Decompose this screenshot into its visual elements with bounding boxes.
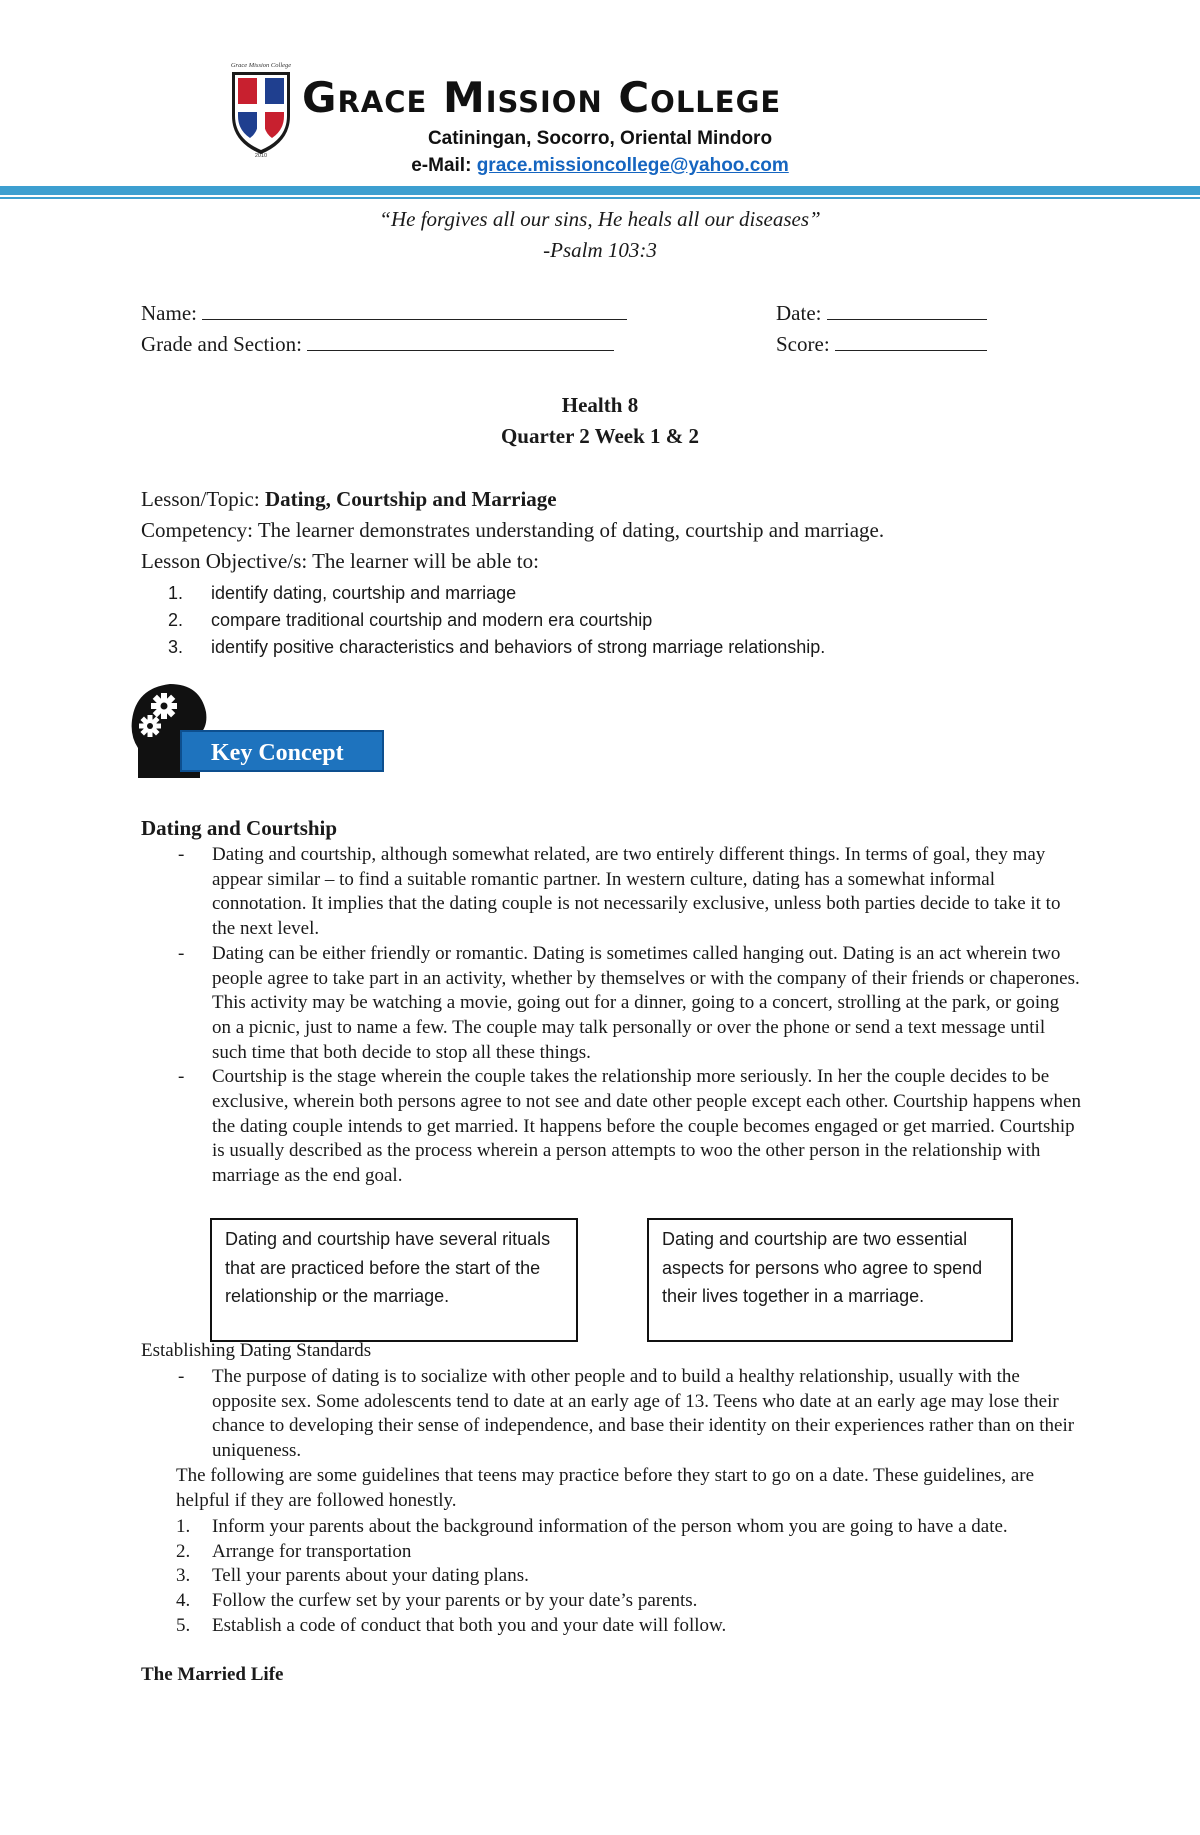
section-heading-dating-courtship: Dating and Courtship [141, 816, 338, 840]
grade-section-field[interactable] [141, 332, 614, 357]
guidelines-intro: The following are some guidelines that teens may practice before they start to go on a date. These guidelines, are helpful if they are followed honestly. [176, 1465, 1035, 1511]
objectives-label: Lesson Objective/s: The learner will be able to: [141, 549, 539, 573]
list-item: 4. Follow the curfew set by your parents or by your date’s parents. [176, 1590, 698, 1612]
section-heading-married-life: The Married Life [141, 1664, 284, 1685]
lesson-topic: Dating, Courtship and Marriage [264, 487, 557, 511]
lesson-topic-label: Lesson/Topic: [141, 487, 260, 511]
guidelines-list [141, 1515, 1081, 1639]
email-link[interactable]: grace.missioncollege@yahoo.com [476, 155, 789, 176]
list-item: 2. Arrange for transportation [176, 1540, 412, 1562]
list-item: 3. Tell your parents about your dating plans. [176, 1565, 529, 1587]
subject-title: Health 8 [561, 393, 639, 417]
key-concept-banner: Key Concept [180, 730, 384, 772]
header-divider-thin [0, 197, 1200, 199]
bible-quote-source: -Psalm 103:3 [543, 238, 657, 262]
bible-quote: “He forgives all our sins, He heals all our diseases” [379, 207, 821, 231]
callout-box-right: Dating and courtship are two essential aspects for persons who agree to spend their lives together in a marriage. [647, 1218, 1013, 1342]
list-item: - Courtship is the stage wherein the couple takes the relationship more seriously. In her the couple decides to be exclusive, wherein both persons agree to not see and date other people except each other. Courtship happens when the dating couple intends to get married. It happens before the couple becomes engaged or get married. Courtship is usually described as the process wherein a person attempts to woo the other person in the relationship with marriage as the end goal. [178, 1066, 1081, 1187]
college-address: Catiningan, Socorro, Oriental Mindoro [427, 128, 773, 149]
list-item: - Dating and courtship, although somewhat related, are two entirely different things. In terms of goal, they may appear similar – to find a suitable romantic partner. In western culture, dating has a somewhat informal connotation. It implies that the dating couple is not necessarily exclusive, unless both parties decide to take it to the next level. [178, 844, 1061, 940]
name-label: Name: [141, 301, 197, 325]
list-item: - The purpose of dating is to socialize with other people and to build a healthy relationship, usually with the opposite sex. Some adolescents tend to date at an early age of 13. Teens who date at an early age may lose their chance to developing their sense of independence, and base their identity on their experiences rather than on their uniqueness. [178, 1366, 1075, 1462]
name-field[interactable] [141, 301, 627, 326]
objective-item: 1. identify dating, courtship and marriage [168, 583, 517, 603]
email-label: e-Mail: [411, 155, 472, 176]
score-blank[interactable] [835, 336, 987, 351]
callout-box-left: Dating and courtship have several rituals that are practiced before the start of the relationship or the marriage. [210, 1218, 578, 1342]
grade-section-label: Grade and Section: [141, 332, 302, 356]
subject-period: Quarter 2 Week 1 & 2 [500, 424, 700, 448]
objective-item: 3. identify positive characteristics and behaviors of strong marriage relationship. [168, 637, 826, 657]
college-name: Grace Mission College [302, 73, 782, 122]
dating-courtship-bullets [141, 843, 1081, 1189]
logo-text: Grace Mission College [230, 62, 292, 69]
college-email-line [0, 155, 1200, 177]
objective-item: 2. compare traditional courtship and modern era courtship [168, 610, 653, 630]
list-item: - Dating can be either friendly or romantic. Dating is sometimes called hanging out. Dating is an act wherein two people agree to take part in an activity, whether by themselves or with the company of their friends or chaperones. This activity may be watching a movie, going out for a dinner, going to a concert, strolling at the park, or going on a picnic, just to name a few. The couple may talk personally or over the phone or send a text message until such time that both decide to stop all these things. [178, 942, 1080, 1063]
list-item: 5. Establish a code of conduct that both you and your date will follow. [176, 1614, 727, 1636]
score-field[interactable] [776, 332, 987, 357]
list-item: 1. Inform your parents about the background information of the person whom you are going to have a date. [176, 1516, 1008, 1537]
section-heading-dating-standards: Establishing Dating Standards [141, 1340, 372, 1361]
grade-section-blank[interactable] [307, 336, 614, 351]
name-blank[interactable] [202, 305, 627, 320]
score-label: Score: [776, 332, 830, 356]
date-label: Date: [776, 301, 822, 325]
date-blank[interactable] [827, 305, 987, 320]
date-field[interactable] [776, 301, 987, 326]
lesson-topic-line [141, 484, 1071, 514]
logo-year: 2010 [254, 153, 268, 158]
dating-standards-bullets [141, 1365, 1081, 1464]
competency: Competency: The learner demonstrates understanding of dating, courtship and marriage. [141, 518, 885, 542]
objectives-list [168, 580, 1068, 661]
header-divider [0, 186, 1200, 195]
